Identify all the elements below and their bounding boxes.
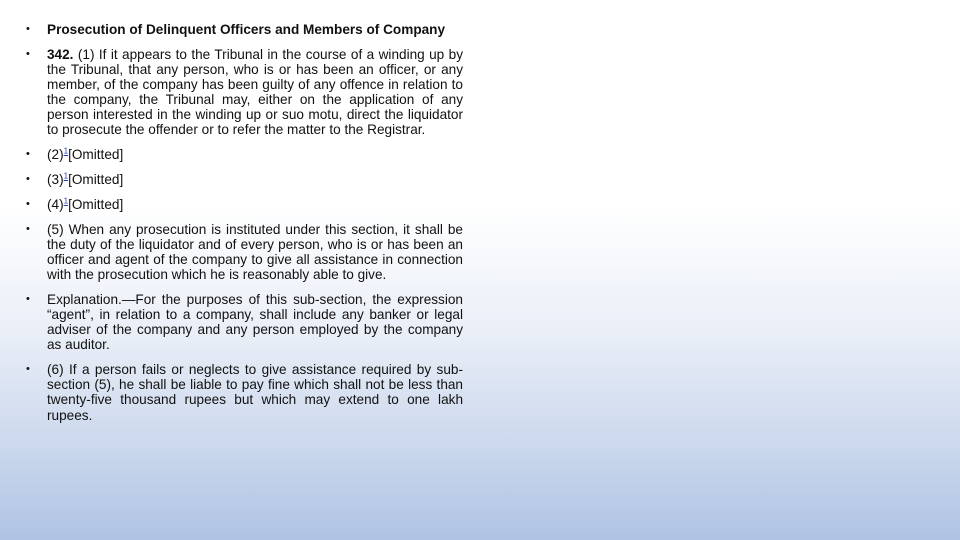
bullet-list	[26, 22, 463, 423]
section-number: 342.	[47, 46, 74, 62]
bullet-dot: •	[26, 23, 30, 35]
omitted-text: [Omitted]	[68, 197, 124, 213]
bullet-dot: •	[26, 148, 30, 161]
omitted-text: [Omitted]	[68, 172, 124, 188]
subsection-number: (3)	[47, 172, 64, 188]
bullet-dot: •	[26, 47, 30, 60]
subsection-text: (6) If a person fails or neglects to give assistance required by sub-section (5), he shall be liable to pay fine which shall not be less than twenty-five thousand rupees but which may extend to one lakh rupees.	[47, 362, 463, 423]
list-item	[26, 147, 463, 162]
omitted-text: [Omitted]	[68, 147, 124, 163]
list-item	[26, 172, 463, 187]
list-item	[26, 292, 463, 352]
section-heading: Prosecution of Delinquent Officers and Members of Company	[47, 22, 446, 37]
list-item	[26, 197, 463, 212]
bullet-dot: •	[26, 363, 30, 376]
explanation-text: Explanation.—For the purposes of this sub-section, the expression “agent”, in relation to a company, shall include any banker or legal adviser of the company and any person employed by the company as auditor.	[47, 292, 463, 353]
bullet-dot: •	[26, 293, 30, 306]
subsection-number: (2)	[47, 147, 64, 163]
bullet-dot: •	[26, 173, 30, 186]
subsection-text: (5) When any prosecution is instituted under this section, it shall be the duty of the liquidator and of every person, who is or has been an officer and agent of the company to give all assistance in connection with the prosecution which he is reasonably able to give.	[47, 221, 463, 283]
footnote-link[interactable]: 1	[63, 196, 69, 206]
slide-content	[26, 22, 463, 432]
bullet-dot: •	[26, 198, 30, 211]
subsection-number: (4)	[47, 197, 64, 213]
list-item	[26, 362, 463, 422]
list-item	[26, 22, 463, 37]
footnote-link[interactable]: 1	[63, 146, 69, 156]
footnote-link[interactable]: 1	[63, 171, 69, 181]
list-item	[26, 47, 463, 138]
list-item	[26, 222, 463, 282]
section-text: (1) If it appears to the Tribunal in the course of a winding up by the Tribunal, that any person, who is or has been an officer, or any member, of the company has been guilty of any offence in relation to the company, the Tribunal may, either on the application of any person interested in the winding up or suo motu, direct the liquidator to prosecute the offender or to refer the matter to the Registrar.	[47, 46, 463, 138]
bullet-dot: •	[26, 222, 30, 235]
